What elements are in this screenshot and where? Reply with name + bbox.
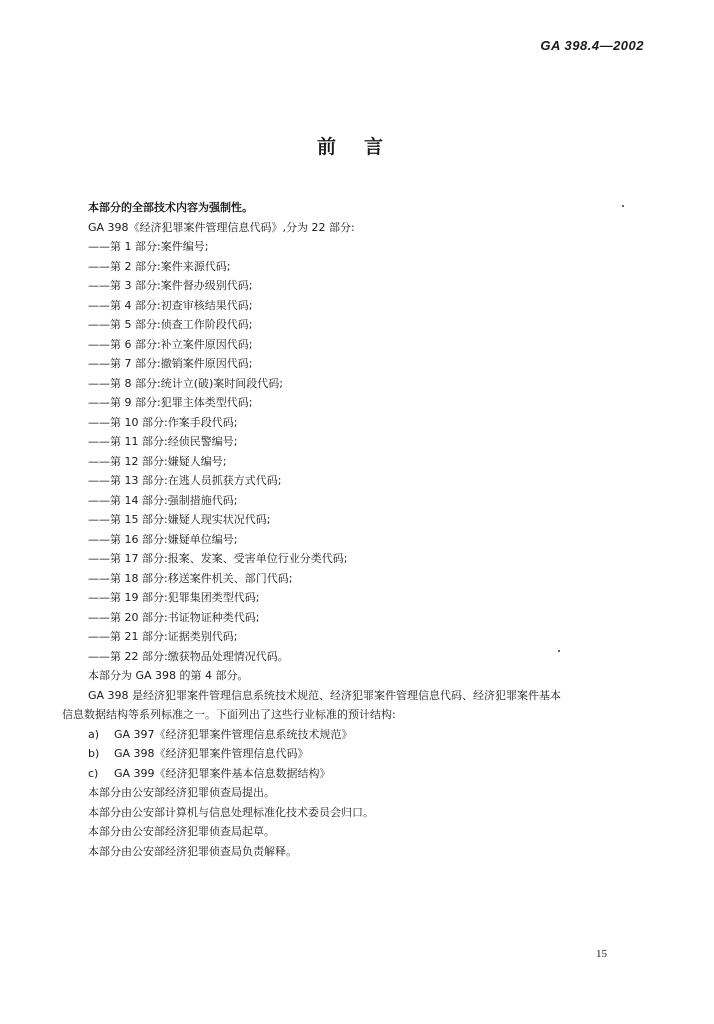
list-text: GA 399《经济犯罪案件基本信息数据结构》	[114, 766, 331, 780]
part-item: ——第 5 部分:侦查工作阶段代码;	[88, 318, 253, 331]
list-text: GA 397《经济犯罪案件管理信息系统技术规范》	[114, 727, 353, 741]
standard-list-item	[62, 725, 660, 745]
part-item: ——第 8 部分:统计立(破)案时间段代码;	[88, 376, 283, 390]
series-statement: GA 398《经济犯罪案件管理信息代码》,分为 22 部分:	[88, 220, 355, 234]
list-text: GA 398《经济犯罪案件管理信息代码》	[114, 747, 309, 760]
part-item: ——第 1 部分:案件编号;	[88, 240, 209, 253]
closing-statement: 本部分由公安部计算机与信息处理标准化技术委员会归口。	[88, 805, 374, 819]
parts-list	[62, 237, 660, 666]
part-item: ——第 10 部分:作案手段代码;	[88, 415, 238, 429]
part-item: ——第 3 部分:案件督办级别代码;	[88, 279, 253, 292]
part-item: ——第 20 部分:书证物证种类代码;	[88, 610, 260, 624]
scan-speck	[558, 650, 560, 652]
part-item: ——第 17 部分:报案、发案、受害单位行业分类代码;	[88, 552, 348, 565]
list-marker: c)	[88, 766, 99, 780]
closing-statement: 本部分由公安部经济犯罪侦查局提出。	[88, 786, 275, 799]
closing-statement: 本部分由公安部经济犯罪侦查局负责解释。	[88, 844, 297, 858]
part-item: ——第 11 部分:经侦民警编号;	[88, 435, 238, 448]
part-item: ——第 7 部分:撤销案件原因代码;	[88, 357, 253, 370]
page-title: 前言	[316, 136, 411, 158]
this-part-statement: 本部分为 GA 398 的第 4 部分。	[88, 669, 249, 682]
part-item: ——第 21 部分:证据类别代码;	[88, 630, 238, 643]
scan-speck	[622, 205, 624, 207]
standard-list-item	[62, 744, 660, 764]
standard-list-item	[62, 764, 660, 784]
structure-paragraph-line1: GA 398 是经济犯罪案件管理信息系统技术规范、经济犯罪案件管理信息代码、经济犯罪案件基本	[88, 688, 562, 702]
document-code: GA 398.4—2002	[540, 38, 644, 53]
part-item: ——第 18 部分:移送案件机关、部门代码;	[88, 571, 293, 585]
part-item: ——第 22 部分:缴获物品处理情况代码。	[88, 649, 289, 663]
part-item: ——第 9 部分:犯罪主体类型代码;	[88, 396, 253, 409]
part-item: ——第 13 部分:在逃人员抓获方式代码;	[88, 474, 282, 487]
list-marker: a)	[88, 727, 100, 741]
part-item: ——第 14 部分:强制措施代码;	[88, 493, 238, 507]
part-item: ——第 12 部分:嫌疑人编号;	[88, 454, 227, 468]
part-item: ——第 4 部分:初查审核结果代码;	[88, 298, 253, 312]
mandatory-statement: 本部分的全部技术内容为强制性。	[88, 201, 253, 214]
structure-paragraph-line2: 信息数据结构等系列标准之一。下面列出了这些行业标准的预计结构:	[62, 708, 396, 721]
closing-statement: 本部分由公安部经济犯罪侦查局起草。	[88, 825, 275, 838]
list-marker: b)	[88, 747, 100, 760]
part-item: ——第 15 部分:嫌疑人现实状况代码;	[88, 513, 271, 526]
part-item: ——第 19 部分:犯罪集团类型代码;	[88, 591, 260, 604]
page-number: 15	[596, 948, 607, 960]
part-item: ——第 16 部分:嫌疑单位编号;	[88, 532, 238, 546]
document-body	[62, 198, 660, 861]
part-item: ——第 6 部分:补立案件原因代码;	[88, 337, 253, 351]
part-item: ——第 2 部分:案件来源代码;	[88, 259, 231, 273]
